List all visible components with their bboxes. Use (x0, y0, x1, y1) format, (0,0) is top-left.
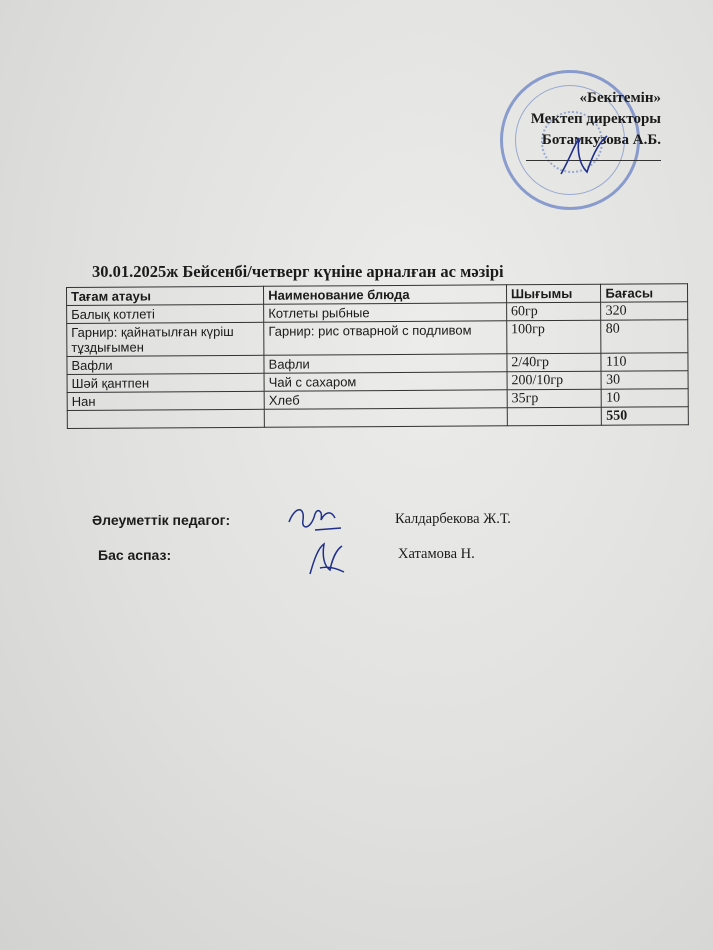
dish-kz: Балық котлеті (67, 304, 264, 323)
dish-kz: Нан (67, 391, 264, 410)
head-cook-name: Хатамова Н. (398, 546, 475, 562)
dish-ru: Котлеты рыбные (264, 303, 507, 322)
header-dish-ru: Наименование блюда (264, 285, 507, 304)
social-pedagogue-signature (285, 500, 345, 536)
dish-yield: 35гр (507, 389, 602, 408)
dish-kz: Вафли (67, 355, 264, 374)
dish-yield: 2/40гр (507, 353, 602, 372)
dish-price: 320 (601, 302, 688, 321)
approval-heading: «Бекітемін» (579, 90, 661, 106)
dish-price: 30 (601, 371, 688, 390)
table-row (67, 320, 688, 357)
empty-cell (507, 407, 602, 426)
header-price: Бағасы (601, 284, 688, 303)
director-signature (555, 130, 615, 180)
dish-ru: Хлеб (264, 390, 507, 409)
approval-position: Мектеп директоры (530, 111, 661, 127)
dish-yield: 100гр (507, 320, 602, 354)
menu-table (66, 283, 689, 429)
dish-ru: Вафли (264, 354, 507, 373)
dish-ru: Гарнир: рис отварной с подливом (264, 321, 507, 355)
head-cook-signature (302, 538, 352, 580)
dish-price: 10 (602, 389, 689, 408)
menu-title: 30.01.2025ж Бейсенбі/четверг күніне арналған ас мәзірі (92, 262, 504, 281)
dish-price: 110 (601, 353, 688, 372)
header-yield: Шығымы (506, 284, 601, 303)
dish-kz: Шәй қантпен (67, 373, 264, 392)
header-dish-kz: Тағам атауы (67, 286, 264, 305)
dish-price: 80 (601, 320, 688, 354)
dish-yield: 60гр (506, 302, 601, 321)
table-total-row (67, 407, 688, 429)
dish-yield: 200/10гр (507, 371, 602, 390)
head-cook-label: Бас аспаз: (98, 547, 172, 563)
total-price: 550 (602, 407, 689, 426)
social-pedagogue-label: Әлеуметтік педагог: (92, 512, 231, 528)
empty-cell (67, 409, 264, 428)
dish-kz: Гарнир: қайнатылған күріш тұздығымен (67, 322, 264, 356)
approval-director-name: Ботамкузова А.Б. (541, 132, 661, 148)
dish-ru: Чай с сахаром (264, 372, 507, 391)
social-pedagogue-name: Калдарбекова Ж.Т. (395, 511, 511, 527)
empty-cell (264, 408, 507, 427)
